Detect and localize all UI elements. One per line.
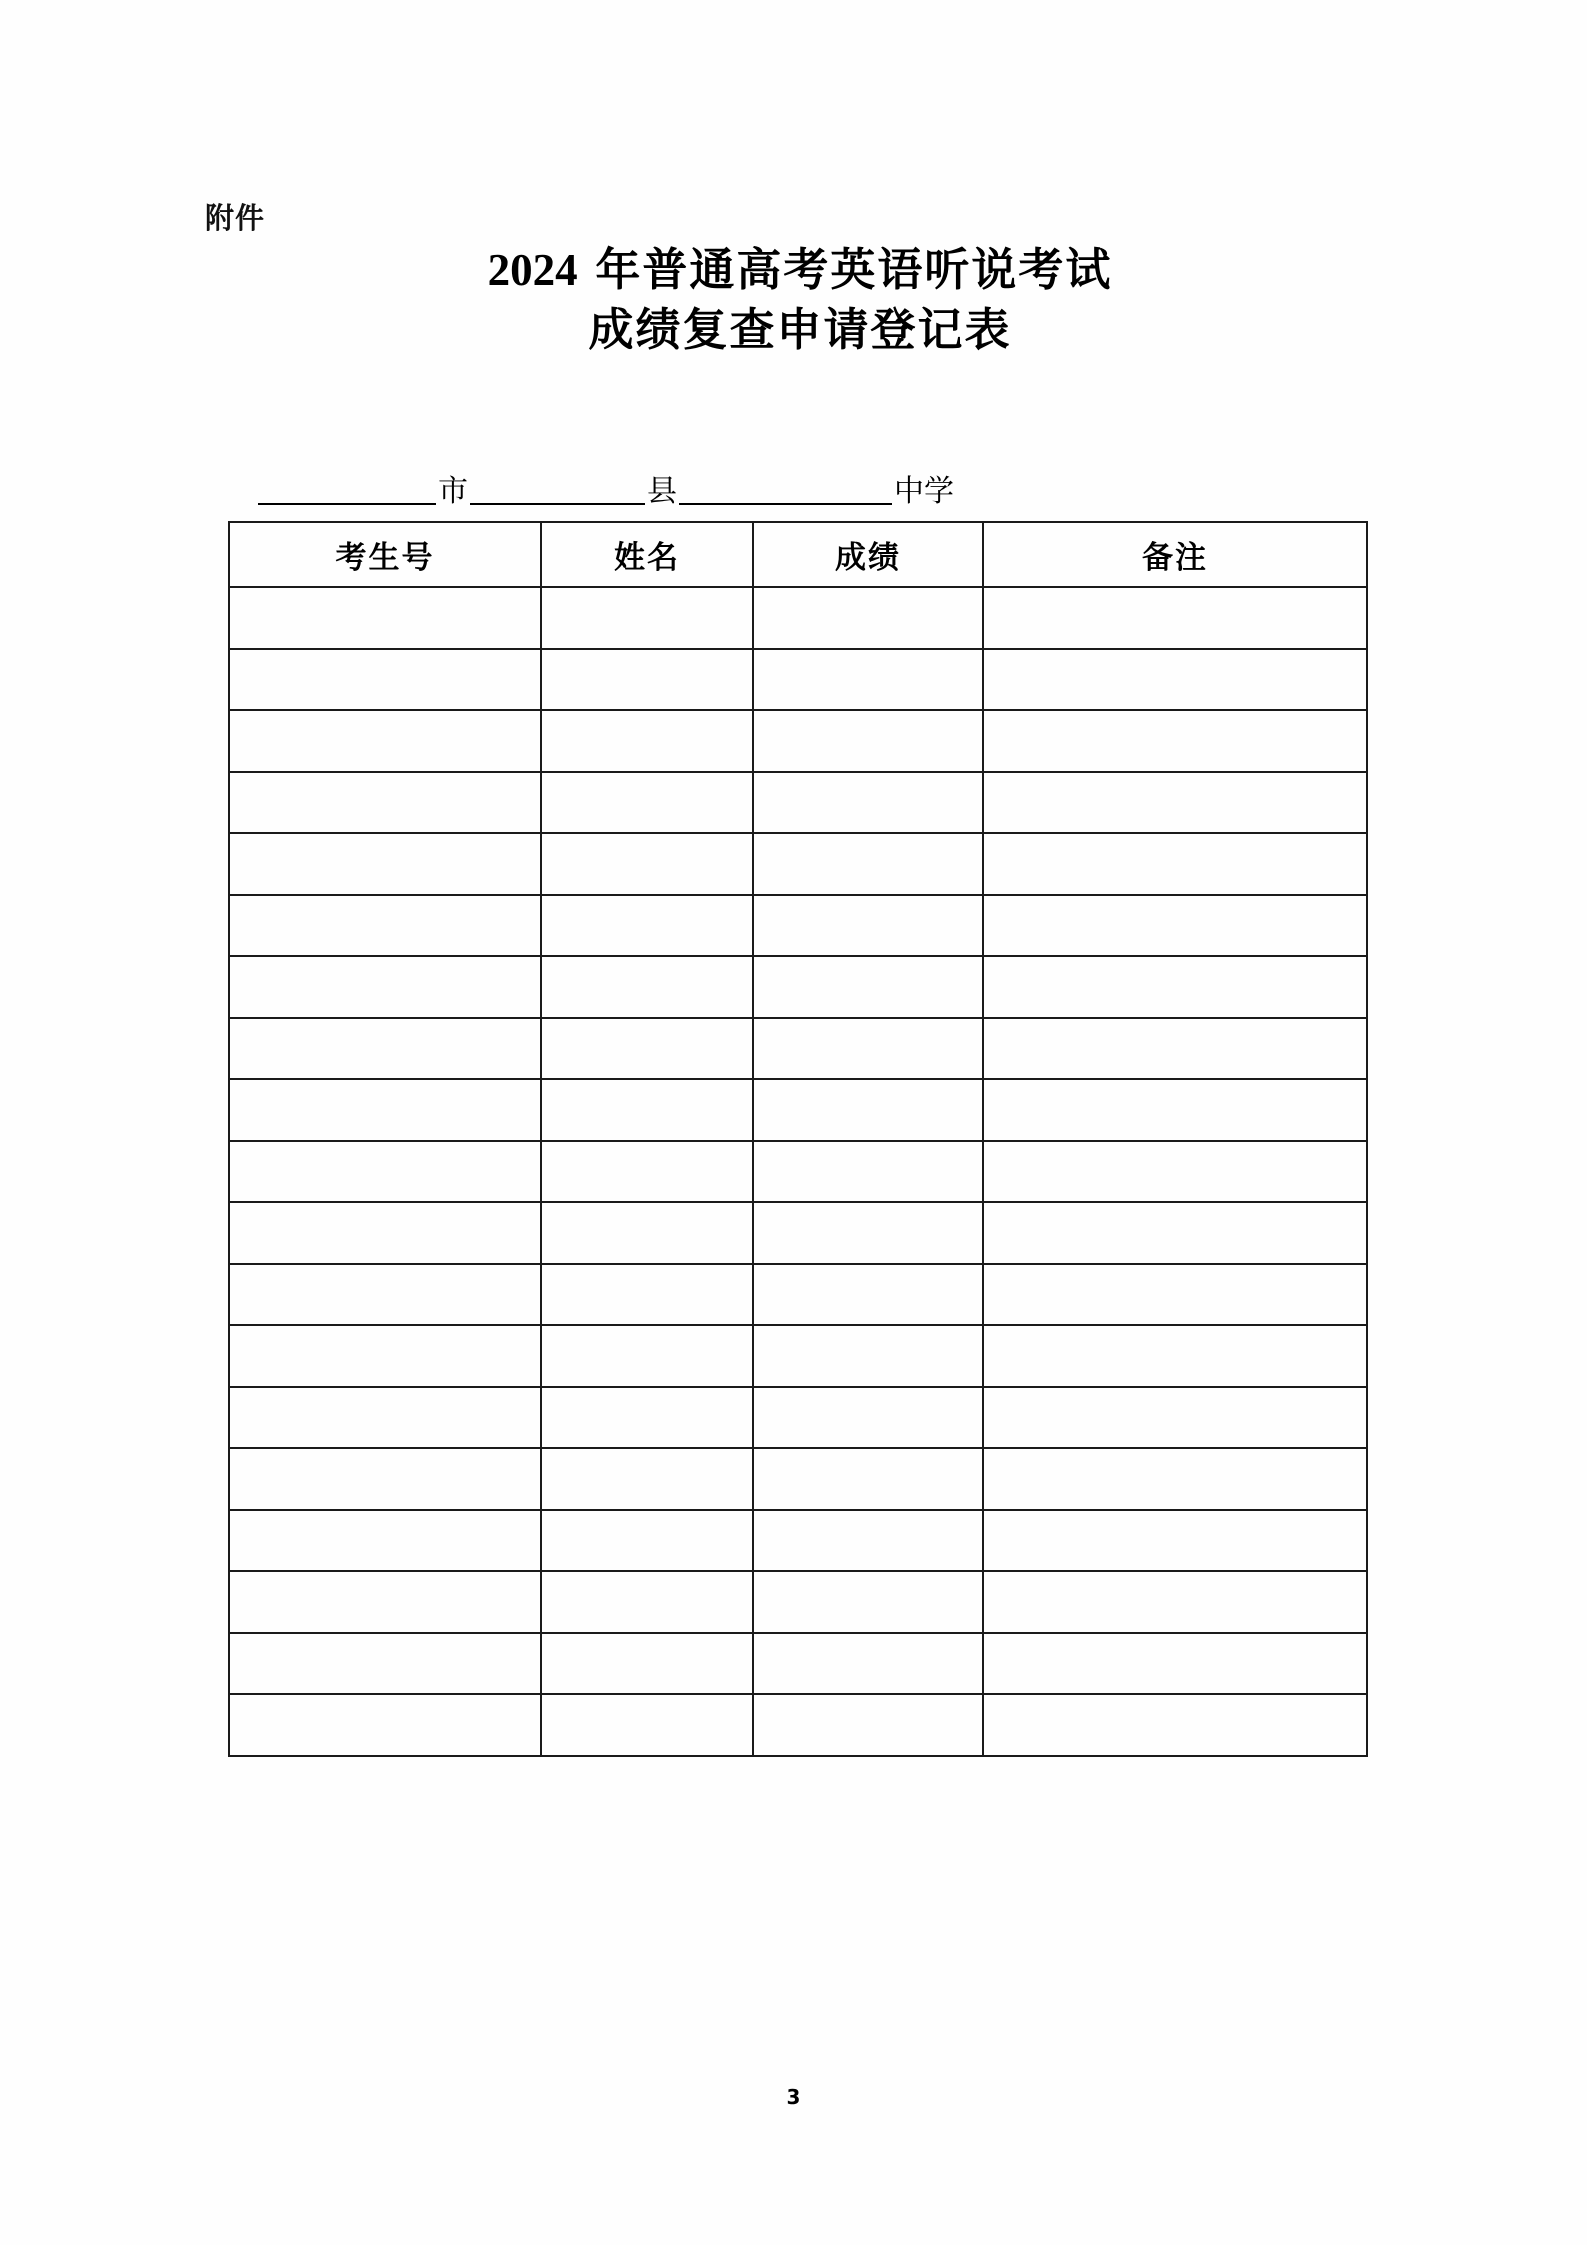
column-header-remark: 备注: [983, 522, 1367, 587]
cell-exam-number[interactable]: [229, 895, 541, 957]
cell-exam-number[interactable]: [229, 1202, 541, 1264]
cell-remark[interactable]: [983, 1387, 1367, 1449]
table-row: [229, 649, 1367, 711]
cell-name[interactable]: [541, 710, 753, 772]
cell-score[interactable]: [753, 1387, 983, 1449]
cell-score[interactable]: [753, 649, 983, 711]
table-row: [229, 772, 1367, 834]
cell-score[interactable]: [753, 1448, 983, 1510]
title-line-1: [240, 240, 1360, 300]
cell-exam-number[interactable]: [229, 1448, 541, 1510]
table-row: [229, 833, 1367, 895]
cell-exam-number[interactable]: [229, 1325, 541, 1387]
cell-score[interactable]: [753, 1202, 983, 1264]
county-blank-field[interactable]: [470, 477, 645, 505]
table-row: [229, 956, 1367, 1018]
cell-remark[interactable]: [983, 1018, 1367, 1080]
title-line-2: 成绩复查申请登记表: [588, 303, 1012, 357]
cell-name[interactable]: [541, 1510, 753, 1572]
cell-remark[interactable]: [983, 1079, 1367, 1141]
column-header-name: 姓名: [541, 522, 753, 587]
cell-score[interactable]: [753, 1694, 983, 1756]
cell-remark[interactable]: [983, 1325, 1367, 1387]
school-blank-field[interactable]: [679, 477, 892, 505]
cell-score[interactable]: [753, 1079, 983, 1141]
title-year: 2024: [487, 245, 578, 295]
cell-remark[interactable]: [983, 1264, 1367, 1326]
cell-exam-number[interactable]: [229, 1694, 541, 1756]
cell-exam-number[interactable]: [229, 587, 541, 649]
cell-score[interactable]: [753, 1141, 983, 1203]
table-row: [229, 1387, 1367, 1449]
cell-remark[interactable]: [983, 1448, 1367, 1510]
cell-score[interactable]: [753, 710, 983, 772]
cell-remark[interactable]: [983, 1202, 1367, 1264]
cell-remark[interactable]: [983, 587, 1367, 649]
cell-remark[interactable]: [983, 772, 1367, 834]
cell-exam-number[interactable]: [229, 710, 541, 772]
cell-exam-number[interactable]: [229, 649, 541, 711]
cell-name[interactable]: [541, 772, 753, 834]
cell-exam-number[interactable]: [229, 1079, 541, 1141]
cell-remark[interactable]: [983, 1694, 1367, 1756]
cell-remark[interactable]: [983, 1510, 1367, 1572]
table-body: [229, 587, 1367, 1756]
table-row: [229, 1571, 1367, 1633]
cell-name[interactable]: [541, 1448, 753, 1510]
page-number: 3: [786, 2085, 801, 2109]
document-title: [240, 240, 1360, 361]
table-row: [229, 895, 1367, 957]
cell-exam-number[interactable]: [229, 772, 541, 834]
cell-score[interactable]: [753, 772, 983, 834]
cell-name[interactable]: [541, 1694, 753, 1756]
cell-score[interactable]: [753, 587, 983, 649]
county-label: 县: [647, 474, 677, 509]
cell-name[interactable]: [541, 1018, 753, 1080]
cell-name[interactable]: [541, 956, 753, 1018]
cell-score[interactable]: [753, 833, 983, 895]
cell-exam-number[interactable]: [229, 956, 541, 1018]
cell-remark[interactable]: [983, 649, 1367, 711]
score-review-table: [228, 521, 1368, 1757]
city-label: 市: [438, 474, 468, 509]
cell-score[interactable]: [753, 1018, 983, 1080]
cell-name[interactable]: [541, 1571, 753, 1633]
cell-exam-number[interactable]: [229, 1571, 541, 1633]
cell-exam-number[interactable]: [229, 1510, 541, 1572]
cell-remark[interactable]: [983, 1571, 1367, 1633]
cell-name[interactable]: [541, 1141, 753, 1203]
cell-score[interactable]: [753, 1633, 983, 1695]
cell-name[interactable]: [541, 833, 753, 895]
cell-score[interactable]: [753, 1264, 983, 1326]
title-line-1-text: 年普通高考英语听说考试: [595, 243, 1113, 296]
table-row: [229, 1079, 1367, 1141]
cell-exam-number[interactable]: [229, 1141, 541, 1203]
cell-exam-number[interactable]: [229, 1633, 541, 1695]
table-row: [229, 1141, 1367, 1203]
cell-score[interactable]: [753, 895, 983, 957]
cell-remark[interactable]: [983, 710, 1367, 772]
table-row: [229, 1510, 1367, 1572]
cell-score[interactable]: [753, 1325, 983, 1387]
cell-score[interactable]: [753, 1571, 983, 1633]
cell-name[interactable]: [541, 895, 753, 957]
table-row: [229, 1633, 1367, 1695]
table-row: [229, 1202, 1367, 1264]
attachment-label: 附件: [205, 201, 266, 235]
table-row: [229, 710, 1367, 772]
cell-exam-number[interactable]: [229, 833, 541, 895]
column-header-exam-number: 考生号: [229, 522, 541, 587]
cell-remark[interactable]: [983, 956, 1367, 1018]
cell-name[interactable]: [541, 1079, 753, 1141]
cell-name[interactable]: [541, 1325, 753, 1387]
column-header-score: 成绩: [753, 522, 983, 587]
cell-remark[interactable]: [983, 1141, 1367, 1203]
cell-name[interactable]: [541, 649, 753, 711]
cell-remark[interactable]: [983, 895, 1367, 957]
header-fill-line: [236, 474, 1398, 509]
cell-remark[interactable]: [983, 833, 1367, 895]
cell-name[interactable]: [541, 1202, 753, 1264]
table-row: [229, 587, 1367, 649]
cell-exam-number[interactable]: [229, 1387, 541, 1449]
cell-name[interactable]: [541, 1264, 753, 1326]
city-blank-field[interactable]: [258, 477, 436, 505]
table-row: [229, 1448, 1367, 1510]
cell-remark[interactable]: [983, 1633, 1367, 1695]
cell-name[interactable]: [541, 587, 753, 649]
cell-score[interactable]: [753, 956, 983, 1018]
cell-name[interactable]: [541, 1387, 753, 1449]
school-label: 中学: [894, 474, 954, 509]
cell-exam-number[interactable]: [229, 1018, 541, 1080]
table-header-row: [229, 522, 1367, 587]
cell-exam-number[interactable]: [229, 1264, 541, 1326]
cell-score[interactable]: [753, 1510, 983, 1572]
table-row: [229, 1325, 1367, 1387]
table-row: [229, 1264, 1367, 1326]
cell-name[interactable]: [541, 1633, 753, 1695]
table-row: [229, 1694, 1367, 1756]
table-row: [229, 1018, 1367, 1080]
